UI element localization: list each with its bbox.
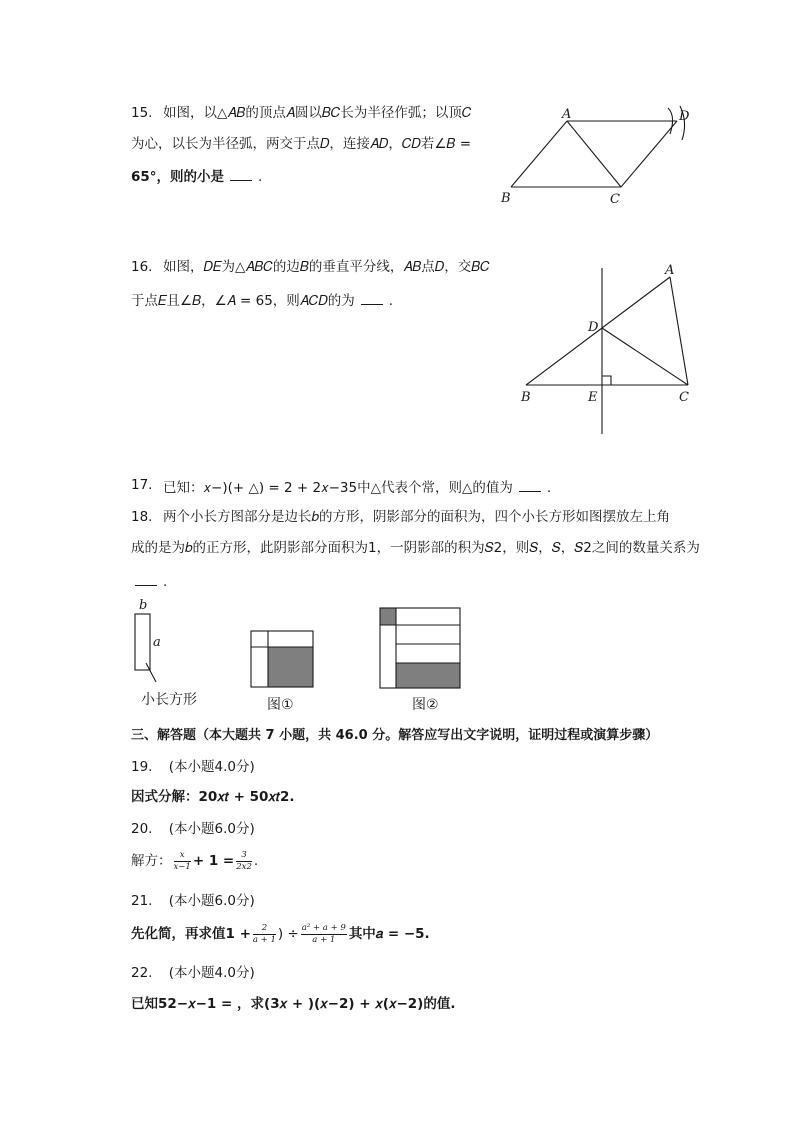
q18-fig2-shaded-corner: [380, 608, 396, 625]
q18-line1: 两个小长方图部分是边长𝑏的方形，阴影部分的面积为，四个小长方形如图摆放左上角: [163, 509, 671, 525]
q16-label-b: B: [521, 390, 531, 405]
q16-label-d: D: [588, 320, 599, 335]
q21-prefix: 先化简，再求值1 +: [131, 926, 251, 942]
section3-title: 三、解答题（本大题共 7 小题，共 46.0 分。解答应写出文字说明，证明过程或演算步骤）: [131, 728, 659, 743]
q20-fraction-2: [236, 851, 252, 871]
q21-score: (本小题6.0分): [168, 893, 255, 909]
q20-header: [131, 823, 255, 837]
q15-line3-text: 65°，则的小是: [131, 169, 225, 185]
q18-figure-2: [380, 608, 460, 688]
q20-frac2-den: 2x2: [236, 861, 252, 872]
q16-line1: 如图，𝐷𝐸为△𝐴𝐵𝐶的边𝐵的垂直平分线，𝐴𝐵点𝐷，交𝐵𝐶: [163, 259, 490, 275]
q15-label-a: A: [562, 107, 572, 122]
q15-line2: 为心，以长为半径弧，两交于点𝐷，连接𝐴𝐷，𝐶𝐷若∠𝐵 =: [131, 136, 472, 152]
q16-number: 16.: [131, 259, 153, 275]
q22-number: 22.: [131, 965, 153, 981]
q17-text: 已知：𝑥−)(+ △) = 2 + 2𝑥−35中△代表个常，则△的值为: [163, 480, 513, 496]
q15-label-d: D: [679, 109, 690, 124]
q20-score: (本小题6.0分): [168, 821, 255, 837]
q18-small-rect-caption: 小长方形: [141, 692, 197, 708]
q18-line2: 成的是为𝑏的正方形，此阴影部分面积为1，一阴影部的积为𝑆2，则𝑆，𝑆，𝑆2之间的数量关系为: [131, 540, 700, 556]
q17-end: .: [546, 480, 552, 496]
q18-fig2-caption: 图②: [412, 697, 439, 713]
q18-label-a: a: [153, 635, 161, 650]
q16-label-a: A: [665, 263, 675, 278]
q21-equation: [131, 922, 430, 946]
q21-frac2-den: a + 1: [312, 934, 336, 945]
q19-score: (本小题4.0分): [168, 759, 255, 775]
q19-header: [131, 761, 255, 775]
q20-equation: [131, 849, 258, 873]
q20-suffix: .: [253, 853, 259, 869]
q18-fig2-shaded-bottom: [396, 663, 460, 688]
q20-number: 20.: [131, 821, 153, 837]
q20-frac1-num: x: [174, 851, 191, 862]
q21-frac1-num: 2: [253, 924, 276, 935]
q19-number: 19.: [131, 759, 153, 775]
q18-number: 18.: [131, 509, 153, 525]
q18-figure-1: [251, 631, 313, 687]
q21-frac2-num: a² + a + 9: [301, 923, 346, 933]
q15-line1: 如图，以△𝐴𝐵的顶点𝐴圆以𝐵𝐶长为半径作弧；以顶𝐶: [163, 105, 472, 121]
q15-number: 15.: [131, 105, 153, 121]
q22-score: (本小题4.0分): [168, 965, 255, 981]
q22-text: 已知52−𝑥−1 = ，求(3𝑥 + )(𝑥−2) + 𝑥(𝑥−2)的值.: [131, 996, 456, 1012]
q15-line3-end: .: [258, 169, 263, 185]
q18-line3-end: .: [163, 574, 168, 590]
q21-fraction-2: [301, 924, 347, 944]
q21-frac1-den: a + 1: [252, 934, 276, 945]
q16-line2-text: 于点𝐸且∠𝐵，∠𝐴 = 65，则𝐴𝐶𝐷的为: [131, 293, 355, 309]
q18-small-rect-shape: [135, 614, 150, 670]
q22-header: [131, 967, 255, 981]
q21-fraction-1: [253, 924, 276, 944]
q20-frac2-num: 3: [236, 851, 252, 862]
q16-label-c: C: [679, 390, 689, 405]
q15-label-b: B: [501, 191, 511, 206]
q20-frac1-den: x−1: [173, 861, 191, 872]
q20-fraction-1: [174, 851, 191, 871]
q16-label-e: E: [588, 390, 598, 405]
q21-header: [131, 895, 255, 909]
q18-small-rect-pointer: [146, 663, 156, 682]
q18-fig1-caption: 图①: [267, 697, 294, 713]
q21-suffix: 其中𝑎 = −5.: [348, 926, 430, 942]
q18-fig1-shaded: [268, 647, 313, 687]
q16-line2-end: .: [388, 293, 394, 309]
q21-number: 21.: [131, 893, 153, 909]
q19-text: 因式分解：20𝑥𝑡 + 50𝑥𝑡2.: [131, 789, 295, 805]
q20-mid: + 1 =: [192, 853, 235, 869]
q20-prefix: 解方：: [131, 853, 172, 869]
q17-number: 17.: [131, 477, 153, 493]
q18-label-b: b: [139, 598, 148, 613]
q15-label-c: C: [610, 192, 620, 207]
q21-op: ) ÷: [277, 926, 299, 942]
